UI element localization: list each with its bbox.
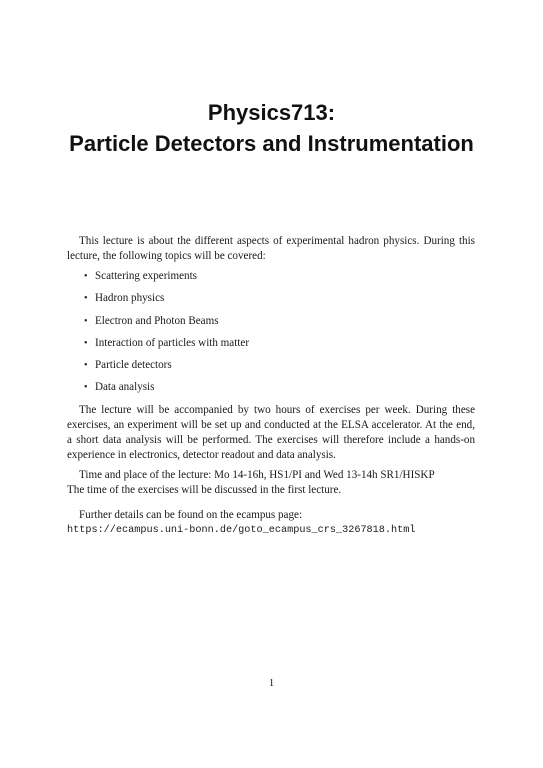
topic-label: Electron and Photon Beams xyxy=(95,314,219,327)
list-item xyxy=(67,358,475,380)
list-item xyxy=(67,380,475,402)
bullet-icon: • xyxy=(84,293,88,305)
lecture-time-line: Time and place of the lecture: Mo 14-16h, HS1/PI and Wed 13-14h SR1/HISKP xyxy=(79,469,435,481)
exercise-time-line: The time of the exercises will be discussed in the first lecture. xyxy=(67,484,342,496)
bullet-icon: • xyxy=(84,337,88,349)
list-item xyxy=(67,269,475,291)
topic-label: Interaction of particles with matter xyxy=(95,336,250,349)
details-line: Further details can be found on the ecampus page: xyxy=(79,509,303,521)
bullet-icon: • xyxy=(84,315,88,327)
topic-label: Scattering experiments xyxy=(95,270,197,282)
bullet-icon: • xyxy=(84,360,88,372)
title-line-1: Physics713: xyxy=(207,100,336,125)
topic-label: Data analysis xyxy=(95,381,155,394)
topics-list xyxy=(67,269,475,403)
details-paragraph xyxy=(67,508,475,538)
time-paragraph xyxy=(67,468,475,498)
page-number: 1 xyxy=(268,677,275,689)
topic-label: Particle detectors xyxy=(95,359,172,372)
bullet-icon: • xyxy=(84,382,88,394)
exercises-paragraph: The lecture will be accompanied by two hours of exercises per week. During these exercises, an experiment will be set up and conducted at the ELSA accelerator. At the end, a short data analysis will be performed. The exercises will therefore include a hands-on experience in electronics, detector readout and data analysis. xyxy=(67,404,475,461)
ecampus-link[interactable]: https://ecampus.uni-bonn.de/goto_ecampus_crs_3267818.html xyxy=(67,525,416,536)
bullet-icon: • xyxy=(84,271,88,282)
list-item xyxy=(67,314,475,336)
list-item xyxy=(67,291,475,313)
list-item xyxy=(67,336,475,358)
topic-label: Hadron physics xyxy=(95,292,165,305)
intro-paragraph: This lecture is about the different aspects of experimental hadron physics. During this lecture, the following topics will be covered: xyxy=(67,235,475,262)
title-line-2: Particle Detectors and Instrumentation xyxy=(69,131,474,156)
